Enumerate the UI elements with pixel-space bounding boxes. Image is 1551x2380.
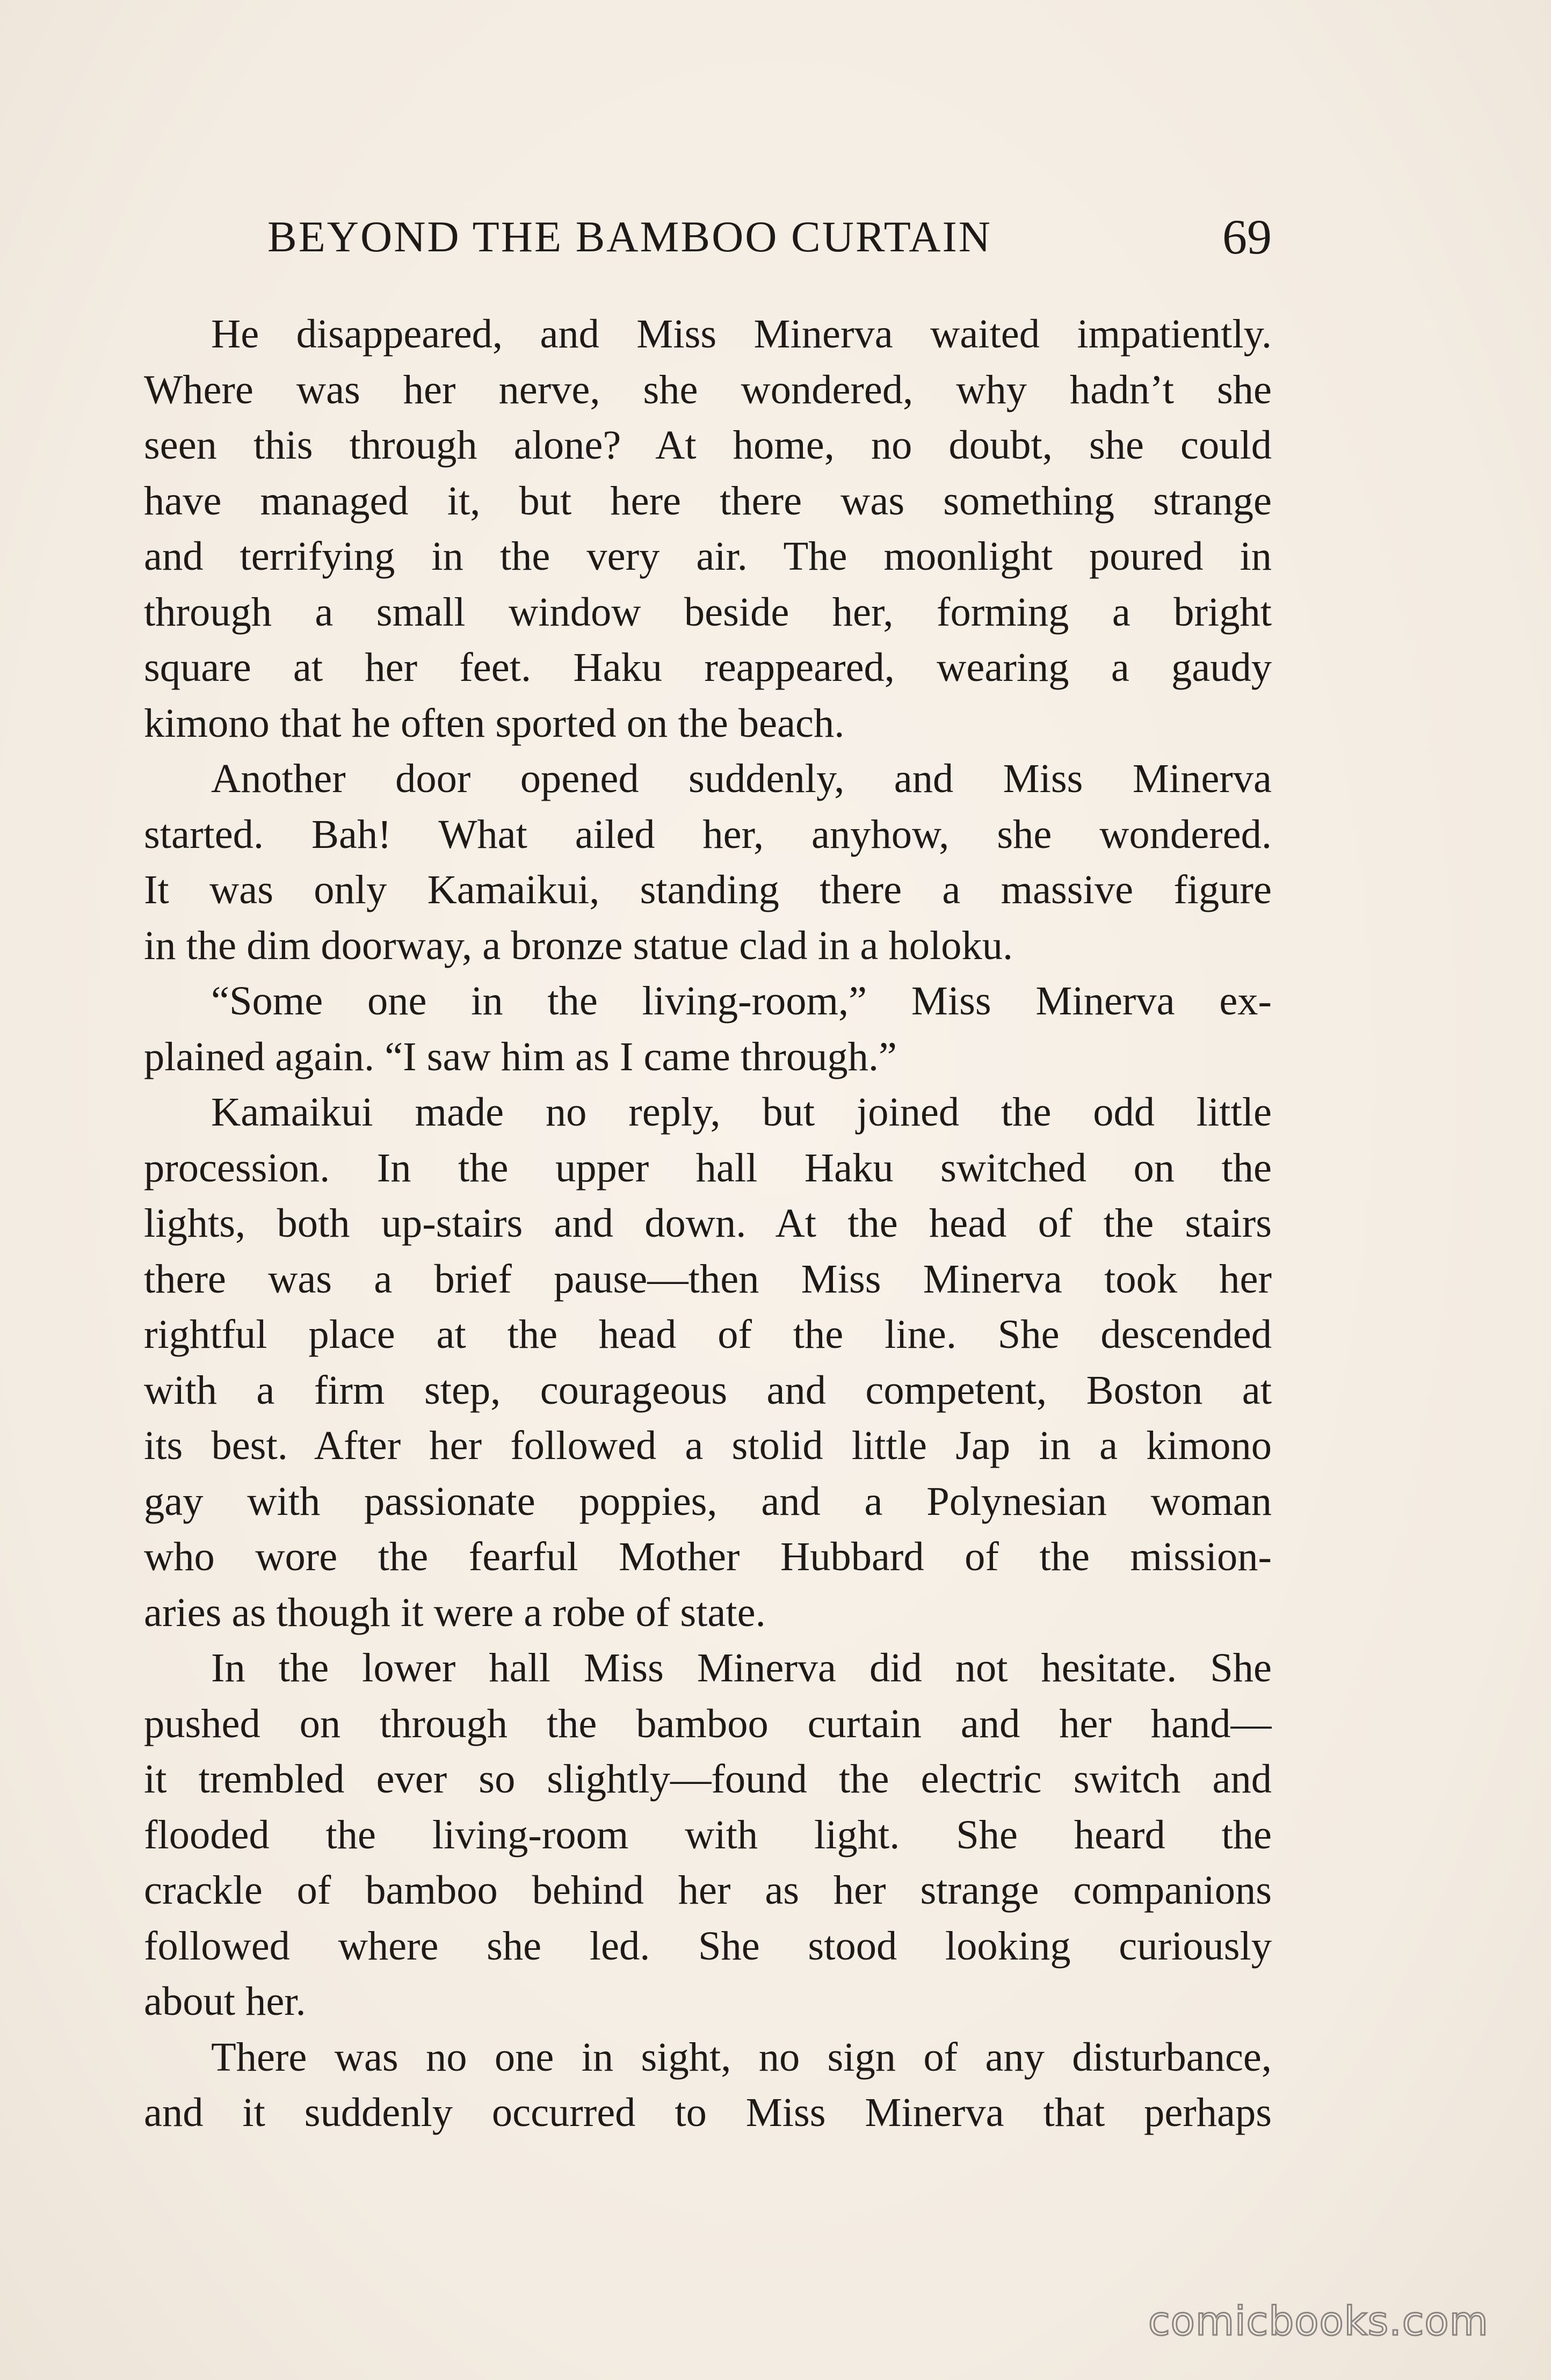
text-line: lights, both up-stairs and down. At the head of the stairs bbox=[144, 1200, 1272, 1246]
running-title: BEYOND THE BAMBOO CURTAIN bbox=[267, 212, 992, 261]
text-line: it trembled ever so slightly—found the electric switch and bbox=[144, 1756, 1272, 1802]
text-line: with a firm step, courageous and competent, Boston at bbox=[144, 1367, 1272, 1413]
text-line: There was no one in sight, no sign of any disturbance, bbox=[211, 2034, 1272, 2080]
page-number: 69 bbox=[1222, 209, 1272, 264]
text-line: its best. After her followed a stolid little Jap in a kimono bbox=[144, 1423, 1272, 1468]
text-line: plained again. “I saw him as I came through.” bbox=[144, 1033, 897, 1079]
text-line: Kamaikui made no reply, but joined the odd little bbox=[211, 1089, 1272, 1135]
text-line: Where was her nerve, she wondered, why hadn’t she bbox=[144, 366, 1272, 412]
text-line: rightful place at the head of the line. She descended bbox=[144, 1311, 1272, 1357]
text-line: kimono that he often sported on the beach. bbox=[144, 700, 845, 746]
running-header bbox=[144, 207, 1272, 266]
text-line: crackle of bamboo behind her as her strange companions bbox=[144, 1867, 1272, 1913]
text-line: In the lower hall Miss Minerva did not hesitate. She bbox=[211, 1645, 1272, 1690]
text-line: there was a brief pause—then Miss Minerva took her bbox=[144, 1256, 1272, 1302]
text-line: and terrifying in the very air. The moonlight poured in bbox=[144, 533, 1272, 579]
text-line: square at her feet. Haku reappeared, wearing a gaudy bbox=[144, 644, 1272, 690]
text-line: procession. In the upper hall Haku switched on the bbox=[144, 1144, 1272, 1191]
text-line: pushed on through the bamboo curtain and her hand— bbox=[144, 1700, 1272, 1746]
text-line: gay with passionate poppies, and a Polynesian woman bbox=[144, 1478, 1272, 1524]
text-line: in the dim doorway, a bronze statue clad in a holoku. bbox=[144, 922, 1013, 968]
body-text bbox=[144, 306, 1272, 2140]
text-line: about her. bbox=[144, 1978, 306, 2024]
text-line: and it suddenly occurred to Miss Minerva that perhaps bbox=[144, 2089, 1272, 2135]
text-line: who wore the fearful Mother Hubbard of the mission- bbox=[144, 1534, 1272, 1579]
text-line: started. Bah! What ailed her, anyhow, she wondered. bbox=[144, 811, 1272, 857]
text-line: through a small window beside her, forming a bright bbox=[144, 589, 1272, 635]
text-line: Another door opened suddenly, and Miss Minerva bbox=[211, 756, 1272, 801]
text-line: “Some one in the living-room,” Miss Minerva ex- bbox=[211, 978, 1272, 1024]
text-line: He disappeared, and Miss Minerva waited impatiently. bbox=[211, 311, 1272, 357]
text-line: flooded the living-room with light. She heard the bbox=[144, 1811, 1272, 1857]
text-line: have managed it, but here there was something strange bbox=[144, 477, 1272, 524]
watermark-logo: comicbooks.com bbox=[1148, 2298, 1489, 2345]
text-line: seen this through alone? At home, no doubt, she could bbox=[144, 422, 1272, 468]
text-line: aries as though it were a robe of state. bbox=[144, 1589, 766, 1635]
text-line: followed where she led. She stood looking curiously bbox=[144, 1922, 1272, 1969]
text-line: It was only Kamaikui, standing there a massive figure bbox=[144, 867, 1272, 912]
